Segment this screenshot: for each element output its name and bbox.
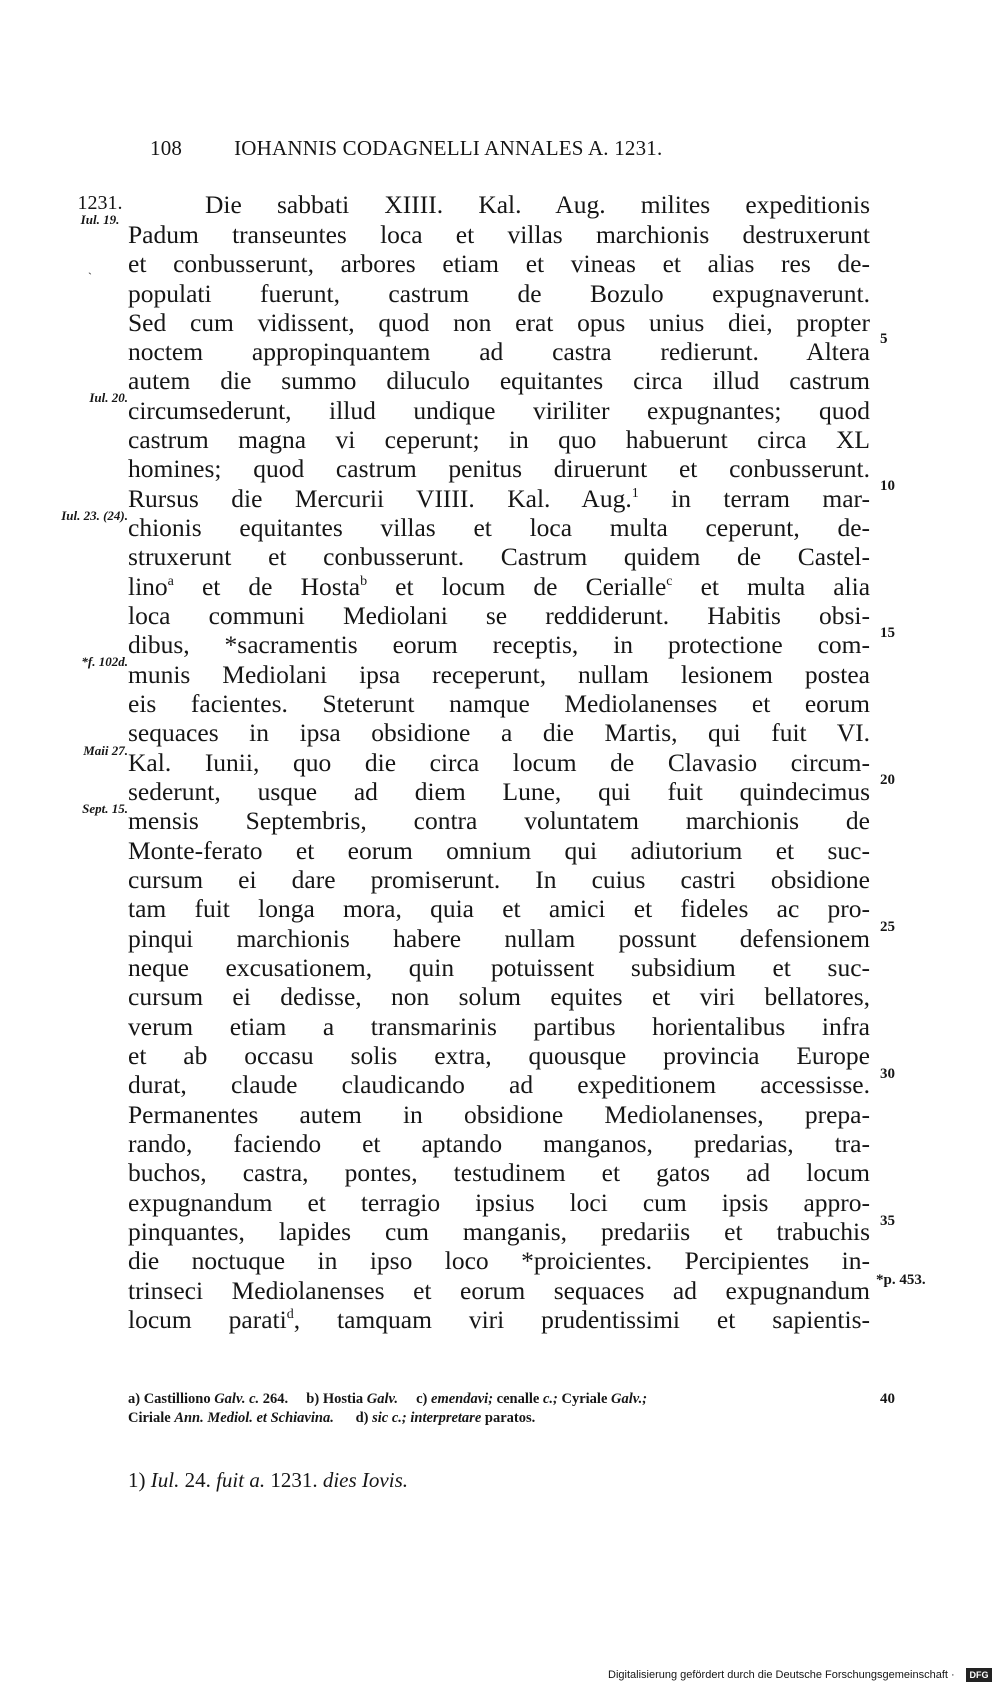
text-line: et ab occasu solis extra, quousque provincia Europe [128, 1041, 870, 1070]
text-line: dibus, *sacramentis eorum receptis, in protectione com- [128, 630, 870, 659]
note-text: 264. [259, 1391, 289, 1407]
text-line: autem die summo diluculo equitantes circa illud castrum [128, 366, 870, 395]
line-number: 35 [880, 1213, 895, 1229]
text-line: trinseci Mediolanenses et eorum sequaces ad expugnandum [128, 1276, 870, 1305]
line-number: 25 [880, 919, 895, 935]
note-source: Galv. c. [214, 1391, 260, 1407]
year-margin-note [68, 193, 132, 226]
text-line: struxerunt et conbusserunt. Castrum quidem de Castel- [128, 542, 870, 571]
line-text: in terram mar- [638, 484, 870, 513]
footnote-marker: a [167, 574, 174, 589]
footnote-marker: 1 [631, 486, 639, 501]
text-line: sequaces in ipsa obsidione a die Martis, qui fuit VI. [128, 718, 870, 747]
text-line: durat, claude claudicando ad expeditionem accessisse. [128, 1070, 870, 1099]
line-text: Rursus die Mercurii VIIII. Kal. Aug. [128, 484, 632, 513]
note-text: d) [355, 1410, 373, 1426]
apparatus-line-2 [128, 1410, 535, 1427]
footnote-marker: b [360, 574, 368, 589]
line-number: 20 [880, 772, 895, 788]
page-reference: *p. 453. [876, 1272, 926, 1288]
line-text: et multa alia [672, 572, 871, 601]
line-text: et de Hosta [173, 572, 361, 601]
note-text: Cyriale [557, 1391, 612, 1407]
text-line: cursum ei dedisse, non solum equites et viri bellatores, [128, 982, 870, 1011]
text-line: populati fuerunt, castrum de Bozulo expugnaverunt. [128, 279, 870, 308]
text-line: neque excusationem, quin potuissent subsidium et suc- [128, 953, 870, 982]
text-line: tam fuit longa mora, quia et amici et fideles ac pro- [128, 894, 870, 923]
apparatus-line-1 [128, 1391, 647, 1408]
year-label: 1231. [77, 192, 123, 214]
footnote-marker: c [666, 574, 673, 589]
line-text: lino [128, 572, 168, 601]
margin-date: Sept. 15. [82, 801, 128, 816]
note-source: Ann. Mediol. et Schiavina. [174, 1410, 334, 1426]
text-line: Padum transeuntes loca et villas marchionis destruxerunt [128, 220, 870, 249]
running-header [150, 136, 662, 161]
text-line: chionis equitantes villas et loca multa ceperunt, de- [128, 513, 870, 542]
text-line: expugnandum et terragio ipsius loci cum ipsis appro- [128, 1188, 870, 1217]
note-text: b) Hostia [306, 1391, 367, 1407]
text-line: Permanentes autem in obsidione Mediolanenses, prepa- [128, 1100, 870, 1129]
text-line: homines; quod castrum penitus diruerunt et conbusserunt. [128, 454, 870, 483]
note-text: 1) [128, 1468, 151, 1492]
text-line: munis Mediolani ipsa receperunt, nullam lesionem postea [128, 660, 870, 689]
text-line: sederunt, usque ad diem Lune, qui fuit quindecimus [128, 777, 870, 806]
text-line [128, 484, 870, 514]
line-text: , tamquam viri prudentissimi et sapientis- [293, 1305, 870, 1334]
text-line: verum etiam a transmarinis partibus horientalibus infra [128, 1012, 870, 1041]
running-title: IOHANNIS CODAGNELLI ANNALES A. 1231. [234, 136, 663, 160]
date-label: Iul. 19. [80, 212, 120, 227]
note-source: sic c.; interpretare [372, 1410, 482, 1426]
note-text: c) [416, 1391, 432, 1407]
text-line: cursum ei dare promiserunt. In cuius castri obsidione [128, 865, 870, 894]
text-line: Die sabbati XIIII. Kal. Aug. milites expeditionis [205, 190, 870, 219]
text-line: die noctuque in ipso loco *proicientes. Percipientes in- [128, 1246, 870, 1275]
note-source: c.; [542, 1391, 558, 1407]
digitization-credit: Digitalisierung gefördert durch die Deutsche Forschungsgemeinschaft · [608, 1669, 955, 1681]
note-text: paratos. [481, 1410, 536, 1426]
line-text: locum parati [128, 1305, 287, 1334]
text-line: rando, faciendo et aptando manganos, predarias, tra- [128, 1129, 870, 1158]
note-text: Ciriale [128, 1410, 175, 1426]
text-line: Kal. Iunii, quo die circa locum de Clavasio circum- [128, 748, 870, 777]
footnote-marker: d [286, 1307, 294, 1322]
stray-mark: ` [88, 270, 92, 284]
note-source: emendavi; [431, 1391, 494, 1407]
text-line: Monte-ferato et eorum omnium qui adiutorium et suc- [128, 836, 870, 865]
margin-date: Iul. 23. (24). [61, 508, 128, 523]
line-number: 40 [880, 1391, 895, 1407]
commentary-footnote [128, 1468, 408, 1493]
text-line: mensis Septembris, contra voluntatem marchionis de [128, 806, 870, 835]
text-line: noctem appropinquantem ad castra redierunt. Altera [128, 337, 870, 366]
text-line: Sed cum vidissent, quod non erat opus unius diei, propter [128, 308, 870, 337]
text-line: buchos, castra, pontes, testudinem et gatos ad locum [128, 1158, 870, 1187]
text-line: pinquantes, lapides cum manganis, predariis et trabuchis [128, 1217, 870, 1246]
line-number: 30 [880, 1066, 895, 1082]
line-number: 5 [880, 331, 888, 347]
text-line: loca communi Mediolani se reddiderunt. Habitis obsi- [128, 601, 870, 630]
note-text: 1231. [265, 1468, 323, 1492]
margin-date: Maii 27. [83, 743, 128, 758]
page-number: 108 [150, 136, 183, 160]
line-number: 15 [880, 625, 895, 641]
text-line: pinqui marchionis habere nullam possunt defensionem [128, 924, 870, 953]
note-source: fuit a. [216, 1468, 266, 1492]
text-line: eis facientes. Steterunt namque Mediolanenses et eorum [128, 689, 870, 718]
margin-date: Iul. 20. [89, 390, 128, 405]
text-line: castrum magna vi ceperunt; in quo habuerunt circa XL [128, 425, 870, 454]
note-source: Galv.; [611, 1391, 648, 1407]
margin-folio: *f. 102d. [81, 654, 128, 669]
note-source: Iul. [150, 1468, 180, 1492]
text-line: et conbusserunt, arbores etiam et vineas et alias res de- [128, 249, 870, 278]
note-text: a) Castilliono [128, 1391, 215, 1407]
note-source: dies Iovis. [322, 1468, 408, 1492]
note-text: 24. [179, 1468, 217, 1492]
line-text: et locum de Cerialle [367, 572, 667, 601]
dfg-logo: DFG [966, 1668, 992, 1682]
text-line: circumsederunt, illud undique viriliter expugnantes; quod [128, 396, 870, 425]
text-line [128, 572, 870, 602]
text-line [128, 1305, 870, 1335]
line-number: 10 [880, 478, 895, 494]
note-source: Galv. [366, 1391, 398, 1407]
note-text: cenalle [493, 1391, 543, 1407]
